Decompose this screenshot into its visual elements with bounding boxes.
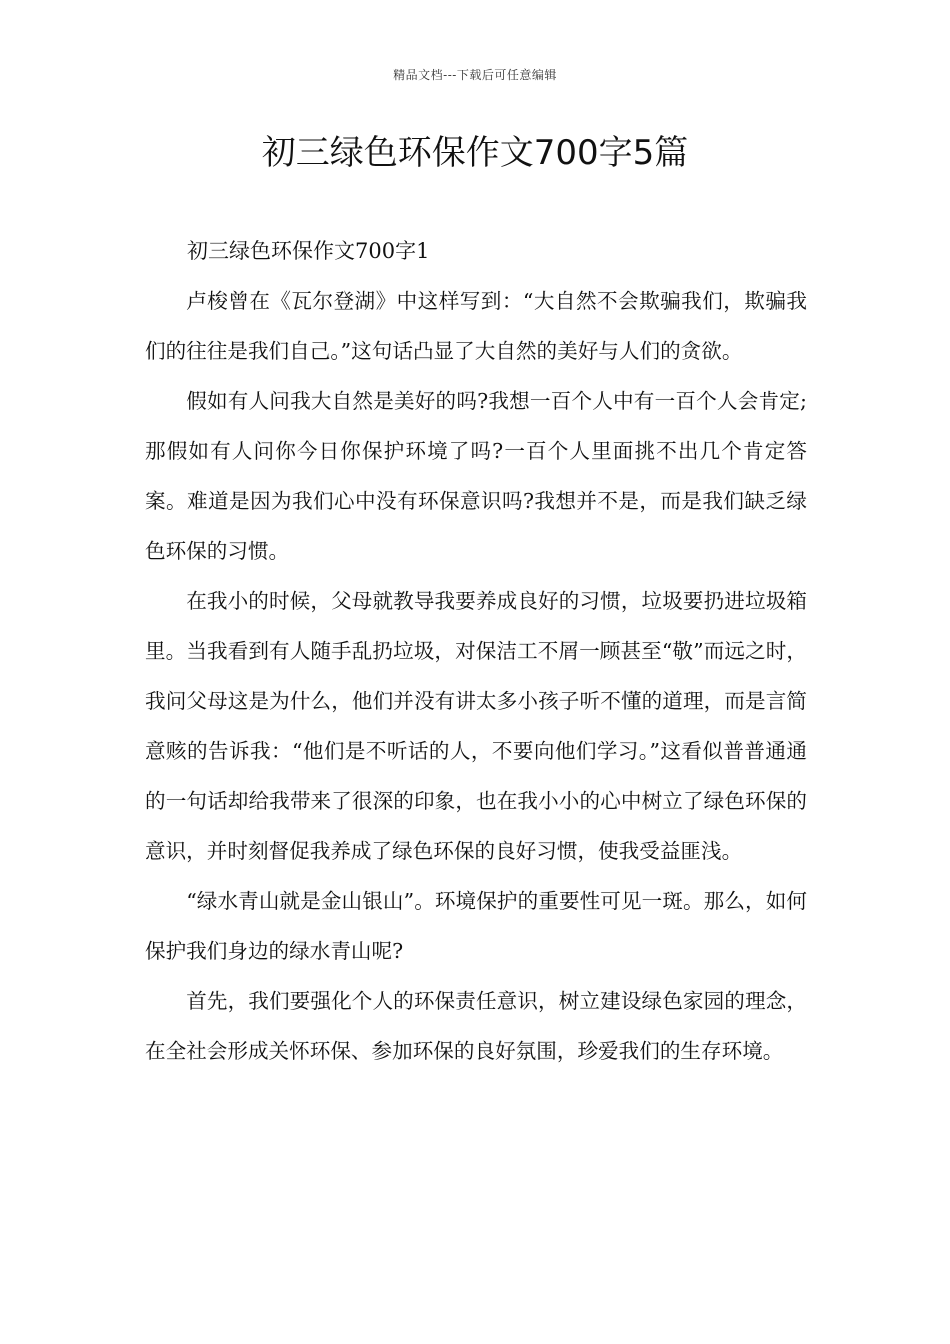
paragraph-4: “绿水青山就是金山银山”。环境保护的重要性可见一斑。那么，如何保护我们身边的绿水青山呢? [145,889,807,963]
paragraph-1: 卢梭曾在《瓦尔登湖》中这样写到：“大自然不会欺骗我们，欺骗我们的往往是我们自己。”这句话凸显了大自然的美好与人们的贪欲。 [145,289,807,363]
paragraph-3: 在我小的时候，父母就教导我要养成良好的习惯，垃圾要扔进垃圾箱里。当我看到有人随手乱扔垃圾，对保洁工不屑一顾甚至“敬”而远之时，我问父母这是为什么，他们并没有讲太多小孩子听不懂的道理，而是言简意赅的告诉我：“他们是不听话的人，不要向他们学习。”这看似普普通通的一句话却给我带来了很深的印象，也在我小小的心中树立了绿色环保的意识，并时刻督促我养成了绿色环保的良好习惯，使我受益匪浅。 [145,589,807,863]
document-body [145,226,807,1076]
paragraph-5: 首先，我们要强化个人的环保责任意识，树立建设绿色家园的理念，在全社会形成关怀环保、参加环保的良好氛围，珍爱我们的生存环境。 [145,989,807,1063]
paragraph-2: 假如有人问我大自然是美好的吗?我想一百个人中有一百个人会肯定;那假如有人问你今日你保护环境了吗?一百个人里面挑不出几个肯定答案。难道是因为我们心中没有环保意识吗?我想并不是，而是我们缺乏绿色环保的习惯。 [145,389,807,563]
section-heading: 初三绿色环保作文700字1 [187,239,430,263]
document-title: 初三绿色环保作文700字5篇 [261,133,689,173]
header-note: 精品文档---下载后可任意编辑 [393,68,557,82]
